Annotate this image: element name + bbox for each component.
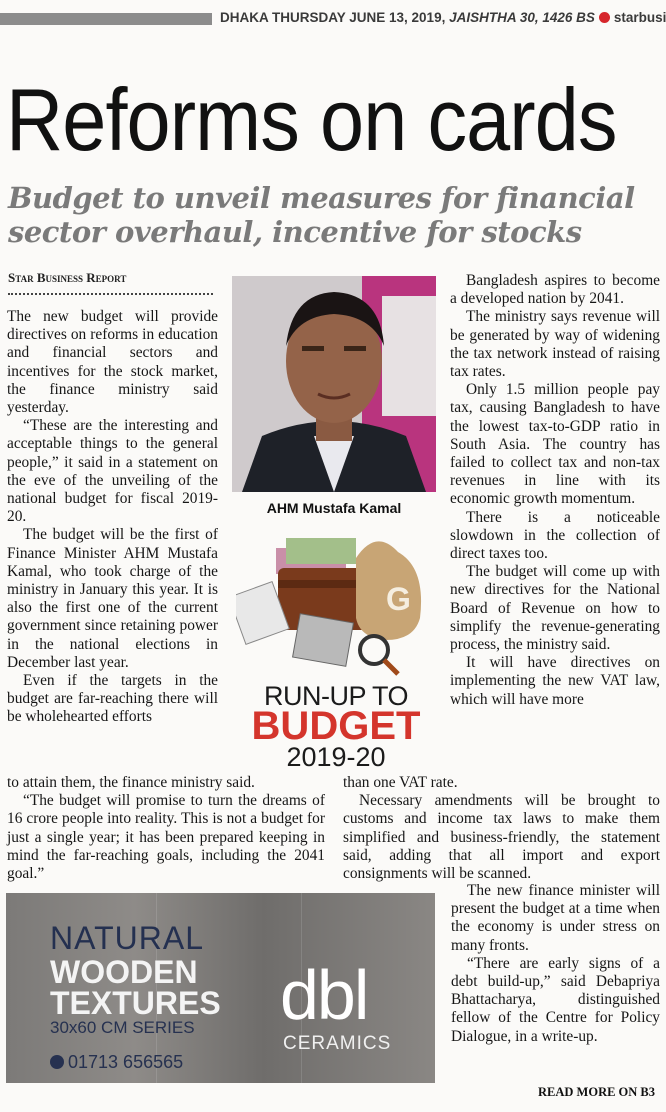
paragraph: “These are the interesting and acceptable things to the general people,” it said in a statement on the eve of the unveiling of the national budget for fiscal 2019-20. <box>7 417 218 526</box>
paragraph: Only 1.5 million people pay tax, causing Bangladesh to have the lowest tax-to-GDP ratio in South Asia. The country has failed to collect tax and non-tax revenues in line with its economic growth momentum. <box>450 381 660 508</box>
ad-phone <box>50 1052 183 1073</box>
paragraph: The ministry says revenue will be generated by way of widening the tax network instead of raising tax rates. <box>450 308 660 381</box>
dbl-ceramics-label: CERAMICS <box>283 1033 392 1054</box>
paragraph: The new budget will provide directives on reforms in education and financial sectors and incentives for the stock market, the finance ministry said yesterday. <box>7 308 218 417</box>
byline: Star Business Report <box>8 270 127 285</box>
phone-icon <box>50 1055 64 1069</box>
headline: Reforms on cards <box>6 70 617 169</box>
paragraph: “There are early signs of a debt build-up,” said Debapriya Bhattacharya, distinguished fellow of the Centre for Policy Dialogue, in a write-up. <box>451 954 660 1045</box>
article-column-1 <box>7 308 218 727</box>
paragraph: It will have directives on implementing the new VAT law, which will have more <box>450 654 660 708</box>
red-dot-icon <box>599 12 610 23</box>
ad-phone-number: 01713 656565 <box>68 1052 184 1072</box>
article-column-3 <box>450 272 660 709</box>
masthead-bar <box>0 13 212 25</box>
article-column-3-end <box>451 882 660 1046</box>
paragraph: Necessary amendments will be brought to customs and income tax laws to make them simplified and business-friendly, the statement said, adding that all import and export consignments will be scanned. <box>343 792 660 883</box>
ad-headline-wooden: WOODEN <box>50 954 198 990</box>
ad-headline-natural: NATURAL <box>50 920 204 956</box>
deck: Budget to unveil measures for financial sector overhaul, incentive for stocks <box>8 181 635 249</box>
article-column-1-span <box>7 774 325 883</box>
paragraph: The budget will be the first of Finance Minister AHM Mustafa Kamal, who took charge of the ministry in January this year. It is also the first one of the current government since retaining power in the national elections in December last year. <box>7 526 218 671</box>
paragraph: There is a noticeable slowdown in the collection of direct taxes too. <box>450 508 660 563</box>
runup-budget: BUDGET <box>251 704 421 748</box>
ad-headline-textures: TEXTURES <box>50 985 221 1021</box>
read-more-link[interactable]: READ MORE ON B3 <box>538 1085 656 1099</box>
paragraph: “The budget will promise to turn the dreams of 16 crore people into reality. This is not a budget for just a single year; it has been prepared keeping in mind the far-reaching goals, including the 2041 goal.” <box>7 792 325 883</box>
runup-title: RUN-UP TO <box>263 681 409 711</box>
minister-photo <box>232 276 436 492</box>
paragraph: The budget will come up with new directives for the National Board of Revenue on how to simplify the revenue-generating process, the ministry said. <box>450 563 660 654</box>
svg-text:G: G <box>386 581 411 617</box>
paragraph: The new finance minister will present the budget at a time when the economy is under stress on many fronts. <box>451 882 660 954</box>
dateline-date: DHAKA THURSDAY JUNE 13, 2019, <box>220 10 446 25</box>
paragraph: Bangladesh aspires to become a developed nation by 2041. <box>450 272 660 308</box>
ad-series: 30x60 CM SERIES <box>50 1018 195 1037</box>
paragraph: than one VAT rate. <box>343 774 458 791</box>
dateline-bs: JAISHTHA 30, 1426 BS <box>449 10 595 25</box>
photo-caption: AHM Mustafa Kamal <box>266 500 402 516</box>
paragraph: to attain them, the finance ministry said. <box>7 774 255 791</box>
byline-divider <box>8 293 213 295</box>
site-name: starbusi <box>613 10 666 25</box>
runup-year: 2019-20 <box>286 742 386 772</box>
dbl-logo: dbl <box>280 956 368 1034</box>
article-column-3-span <box>343 774 660 883</box>
dateline <box>220 10 666 30</box>
paragraph: Even if the targets in the budget are far-reaching there will be wholehearted efforts <box>7 672 218 726</box>
